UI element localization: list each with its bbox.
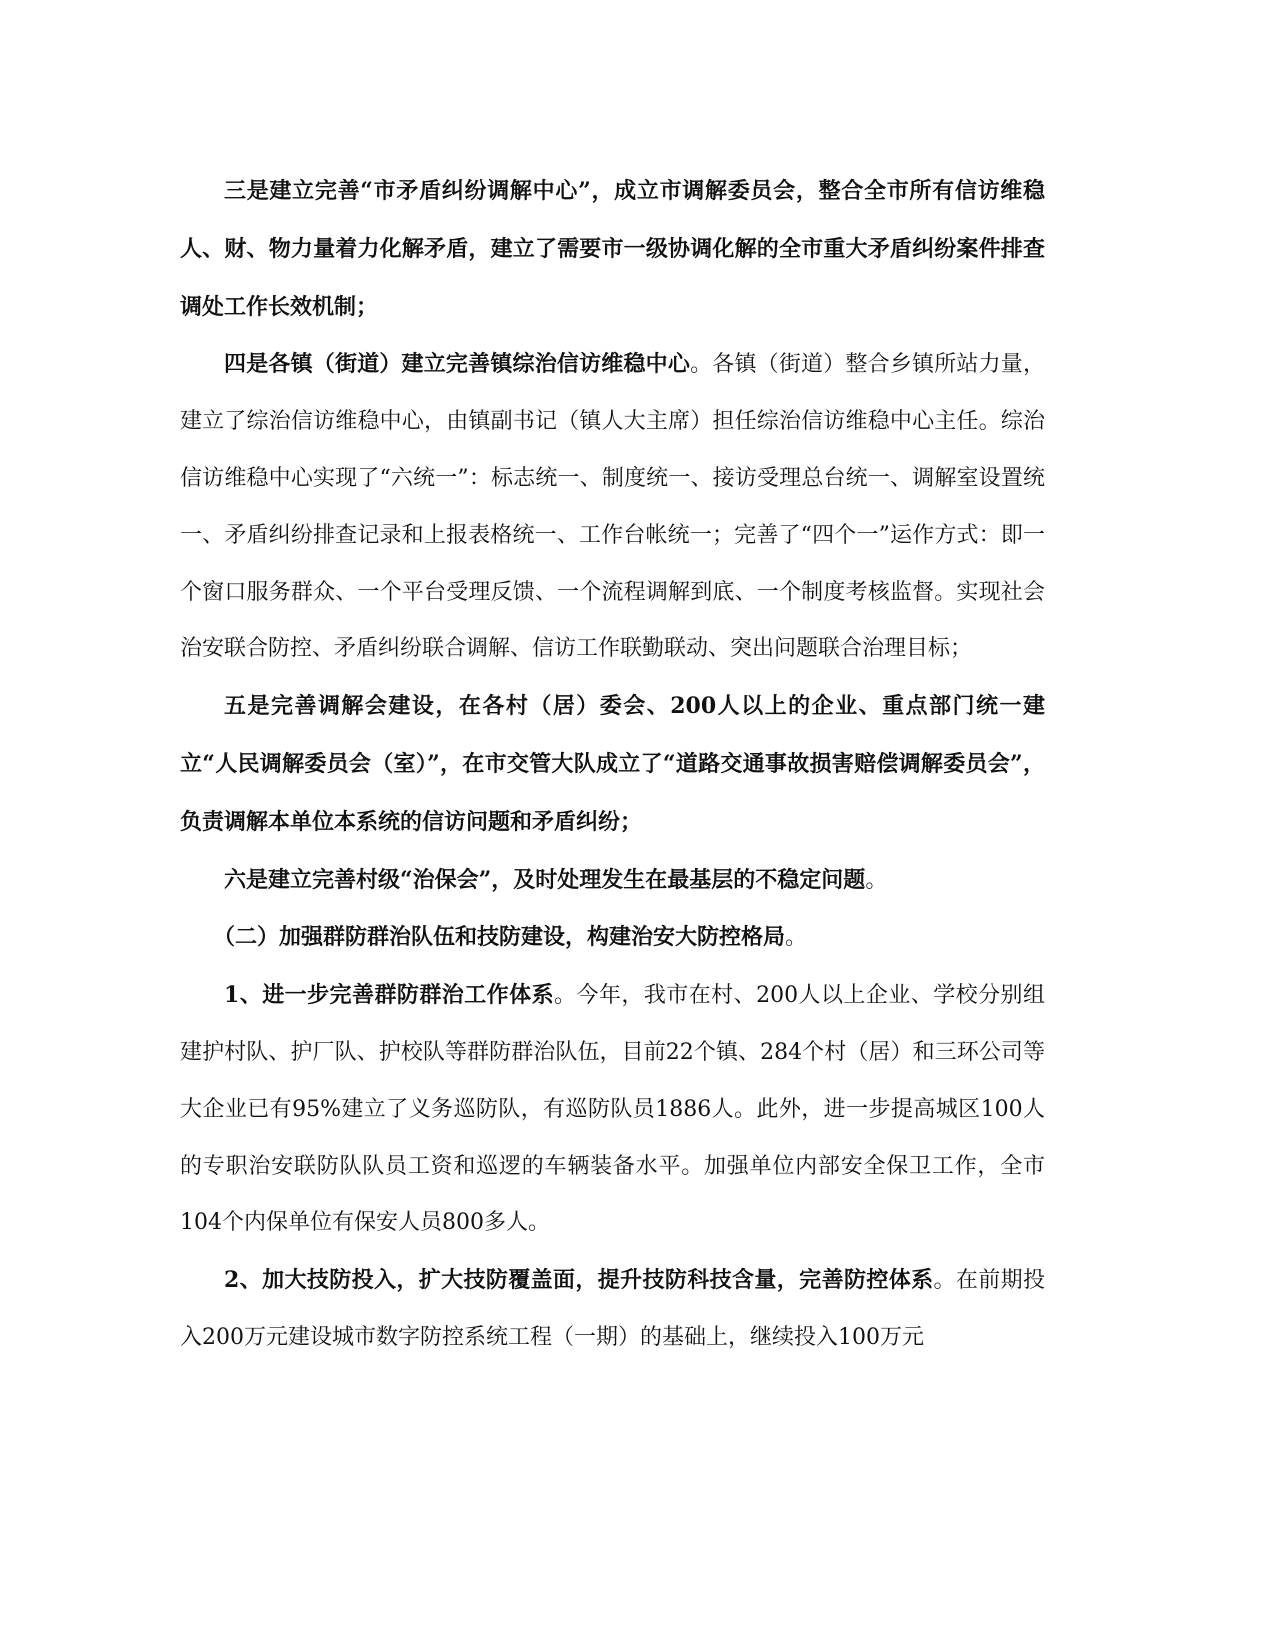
section-heading-2-bold: （二）加强群防群治队伍和技防建设，构建治安大防控格局	[213, 924, 786, 951]
paragraph-4-bold: 四是各镇（街道）建立完善镇综治信访维稳中心	[224, 351, 691, 378]
paragraph-5	[180, 678, 1045, 851]
item-2	[180, 1252, 1045, 1367]
document-body	[180, 163, 1045, 1367]
paragraph-6	[180, 852, 1045, 910]
paragraph-4-text: 。各镇（街道）整合乡镇所站力量，建立了综治信访维稳中心，由镇副书记（镇人大主席）担任综治信访维稳中心主任。综治信访维稳中心实现了“六统一”：标志统一、制度统一、接访受理总台统一、调解室设置统一、矛盾纠纷排查记录和上报表格统一、工作台帐统一；完善了“四个一”运作方式：即一个窗口服务群众、一个平台受理反馈、一个流程调解到底、一个制度考核监督。实现社会治安联合防控、矛盾纠纷联合调解、信访工作联勤联动、突出问题联合治理目标；	[180, 352, 1045, 662]
item-1-bold: 1、进一步完善群防群治工作体系	[224, 982, 555, 1009]
section-heading-2	[180, 909, 1045, 967]
item-1	[180, 967, 1045, 1252]
paragraph-6-bold: 六是建立完善村级“治保会”，及时处理发生在最基层的不稳定问题	[224, 866, 866, 893]
item-2-text: 。在前期投入200万元建设城市数字防控系统工程（一期）的基础上，继续投入100万元	[180, 1268, 1045, 1350]
paragraph-6-text: 。	[865, 867, 888, 893]
item-1-text: 。今年，我市在村、200人以上企业、学校分别组建护村队、护厂队、护校队等群防群治队伍，目前22个镇、284个村（居）和三环公司等大企业已有95%建立了义务巡防队，有巡防队员1886人。此外，进一步提高城区100人的专职治安联防队队员工资和巡逻的车辆装备水平。加强单位内部安全保卫工作，全市104个内保单位有保安人员800多人。	[180, 983, 1046, 1236]
paragraph-3	[180, 163, 1045, 336]
section-heading-2-text: 。	[785, 925, 808, 951]
item-2-bold: 2、加大技防投入，扩大技防覆盖面，提升技防科技含量，完善防控体系	[224, 1267, 934, 1294]
paragraph-3-bold: 三是建立完善“市矛盾纠纷调解中心”，成立市调解委员会，整合全市所有信访维稳人、财、物力量着力化解矛盾，建立了需要市一级协调化解的全市重大矛盾纠纷案件排查调处工作长效机制；	[180, 178, 1045, 320]
paragraph-4	[180, 336, 1045, 678]
paragraph-5-bold: 五是完善调解会建设，在各村（居）委会、200人以上的企业、重点部门统一建立“人民调解委员会（室）”，在市交管大队成立了“道路交通事故损害赔偿调解委员会”，负责调解本单位本系统的信访问题和矛盾纠纷；	[180, 693, 1045, 835]
